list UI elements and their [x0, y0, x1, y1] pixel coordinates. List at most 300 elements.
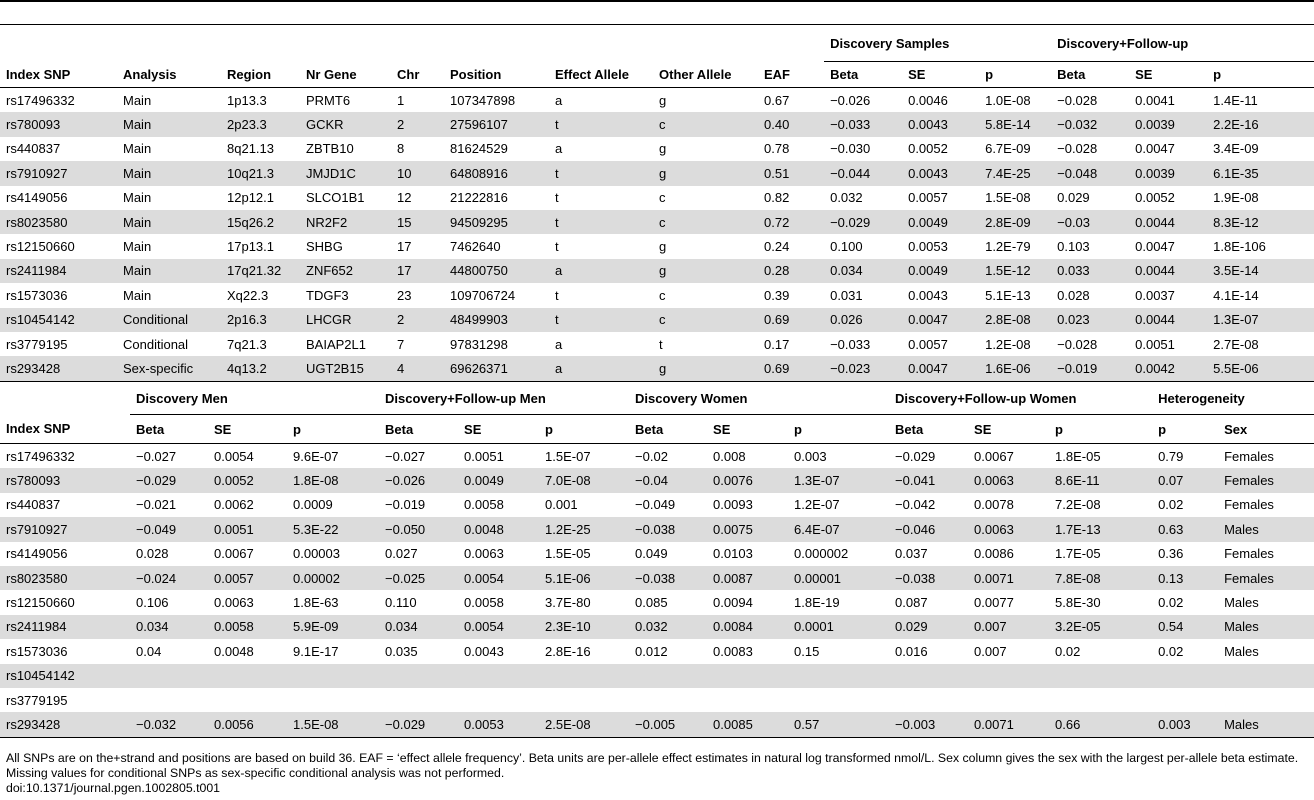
table-cell: 0.67: [764, 92, 790, 108]
table-cell: PRMT6: [306, 92, 351, 108]
table-row: [0, 468, 1314, 492]
table-cell: g: [659, 141, 667, 157]
table-row: [0, 112, 1314, 136]
column-header: p: [788, 415, 889, 444]
table-row: [0, 542, 1314, 566]
table-cell: t: [549, 112, 653, 136]
table-cell: 1.4E-11: [1213, 92, 1258, 108]
table-cell: 0.0042: [1129, 356, 1207, 381]
table-cell: 0.0058: [464, 595, 504, 611]
table-cell: 0.28: [758, 259, 824, 283]
table-cell: a: [555, 92, 563, 108]
table-row: [0, 664, 1314, 688]
table-cell: 0.032: [830, 190, 863, 206]
table-cell: 0.0052: [1135, 190, 1175, 206]
table-cell: −0.042: [895, 497, 936, 513]
table-cell: Main: [123, 239, 152, 255]
table-cell: rs7910927: [0, 161, 117, 185]
table-cell: rs8023580: [0, 566, 130, 590]
table-cell: 7q21.3: [227, 336, 267, 352]
table-cell: 0.0071: [968, 712, 1049, 737]
table-cell: 2: [391, 308, 444, 332]
table-cell: 0.085: [635, 595, 668, 611]
table-row: [0, 444, 1314, 469]
table-cell: 0.0052: [208, 468, 287, 492]
table-cell: 2.7E-08: [1213, 336, 1259, 352]
table-cell: 2.2E-16: [1207, 112, 1314, 136]
table-cell: 0.035: [385, 643, 418, 659]
table-cell: 10q21.3: [221, 161, 300, 185]
table-cell: [130, 688, 208, 712]
table-cell: 0.034: [379, 615, 458, 639]
table-body: [0, 444, 1314, 738]
table-cell: Main: [123, 287, 152, 303]
table-cell: rs8023580: [0, 210, 117, 234]
table-cell: Main: [123, 190, 152, 206]
table-cell: 12p12.1: [227, 190, 274, 206]
table-cell: 0.0049: [902, 210, 979, 234]
table-cell: 0.033: [1051, 259, 1129, 283]
table-row: [0, 590, 1314, 614]
table-cell: 3.7E-80: [545, 595, 591, 611]
table-cell: Main: [117, 161, 221, 185]
table-cell: 1.5E-05: [545, 546, 591, 562]
table-cell: 2: [391, 112, 444, 136]
table-cell: 8.6E-11: [1049, 468, 1152, 492]
table-cell: −0.038: [629, 517, 707, 541]
table-cell: [1049, 688, 1152, 712]
table-cell: rs1573036: [6, 643, 68, 659]
table-cell: rs2411984: [0, 615, 130, 639]
table-cell: rs3779195: [6, 692, 68, 708]
table-cell: 0.15: [794, 643, 820, 659]
table-row: [0, 615, 1314, 639]
table-cell: 7.0E-08: [539, 468, 629, 492]
table-cell: 0.110: [385, 595, 417, 611]
column-header: SE: [968, 415, 1049, 444]
table-cell: 4: [391, 356, 444, 381]
group-header-discovery-followup: Discovery+Follow-up: [1051, 25, 1314, 62]
table-cell: Sex-specific: [117, 356, 221, 381]
table-cell: 0.0077: [974, 595, 1014, 611]
table-cell: 0.57: [788, 712, 889, 737]
table-cell: t: [549, 161, 653, 185]
table-cell: 0.0063: [464, 546, 504, 562]
table-cell: SLCO1B1: [306, 190, 365, 206]
table-cell: −0.029: [379, 712, 458, 737]
table-cell: −0.019: [385, 497, 426, 513]
table-cell: 8q21.13: [227, 141, 274, 157]
table-cell: 0.028: [1057, 287, 1090, 303]
table-cell: 1.5E-08: [287, 712, 379, 737]
table-cell: 0.02: [1158, 595, 1184, 611]
table-cell: 0.087: [895, 595, 928, 611]
group-header-discovery-women: Discovery Women: [629, 382, 889, 415]
table-row: [0, 283, 1314, 307]
table-cell: t: [549, 210, 653, 234]
table-cell: Main: [117, 210, 221, 234]
table-cell: 0.0067: [974, 448, 1014, 464]
table-cell: 0.0051: [1135, 336, 1175, 352]
table-cell: 0.24: [764, 239, 790, 255]
table-cell: 81624529: [450, 141, 508, 157]
table-cell: g: [653, 356, 758, 381]
table-cell: [629, 688, 707, 712]
table-cell: 0.0057: [908, 336, 948, 352]
table-cell: 0.07: [1152, 468, 1218, 492]
column-header: p: [979, 62, 1051, 88]
table-cell: 1.2E-08: [985, 336, 1031, 352]
table-cell: −0.03: [1051, 210, 1129, 234]
table-cell: g: [659, 239, 667, 255]
column-header: p: [287, 415, 379, 444]
table-cell: −0.033: [824, 112, 902, 136]
table-cell: a: [549, 356, 653, 381]
table-cell: 1.8E-05: [1055, 448, 1101, 464]
table-cell: 0.028: [136, 546, 169, 562]
table-cell: 0.0049: [902, 259, 979, 283]
table-cell: SHBG: [306, 239, 343, 255]
table-cell: 0.0076: [707, 468, 788, 492]
table-cell: 0.0039: [1129, 112, 1207, 136]
column-header: Position: [444, 62, 549, 88]
column-header: SE: [458, 415, 539, 444]
table-cell: 0.0043: [464, 643, 504, 659]
column-header: Index SNP: [0, 62, 117, 88]
table-cell: −0.028: [1057, 92, 1098, 108]
group-header-discovery-men: Discovery Men: [130, 382, 379, 415]
table-cell: rs293428: [0, 712, 130, 737]
column-header: Region: [221, 62, 300, 88]
table-cell: 0.0071: [968, 566, 1049, 590]
table-cell: Males: [1218, 615, 1314, 639]
table-cell: 0.0094: [713, 595, 753, 611]
table-cell: 1.8E-106: [1213, 239, 1266, 255]
table-cell: Females: [1218, 468, 1314, 492]
table-cell: 0.0062: [214, 497, 254, 513]
table-cell: 0.04: [136, 643, 162, 659]
table-cell: 0.00003: [293, 546, 340, 562]
table-cell: 0.0051: [464, 448, 504, 464]
table-cell: 2p16.3: [221, 308, 300, 332]
table-cell: −0.029: [895, 448, 936, 464]
table-cell: Main: [117, 112, 221, 136]
table-cell: 0.39: [764, 287, 790, 303]
table-cell: 94509295: [444, 210, 549, 234]
table-row: [0, 137, 1314, 161]
table-cell: 0.0056: [208, 712, 287, 737]
table-row: [0, 712, 1314, 737]
table-cell: [539, 664, 629, 688]
table-cell: 0.0043: [902, 112, 979, 136]
table-cell: 0.007: [968, 615, 1049, 639]
table-cell: LHCGR: [300, 308, 391, 332]
table-cell: 0.003: [794, 448, 827, 464]
column-header: EAF: [758, 62, 824, 88]
table-row: [0, 332, 1314, 356]
table-cell: −0.024: [130, 566, 208, 590]
column-header: Beta: [1051, 62, 1129, 88]
table-body: [0, 88, 1314, 382]
table-cell: a: [555, 336, 563, 352]
table-cell: 5.8E-14: [979, 112, 1051, 136]
table-cell: 0.0047: [1135, 141, 1175, 157]
table-cell: 0.0049: [458, 468, 539, 492]
table-cell: 17p13.1: [227, 239, 274, 255]
table-cell: t: [555, 190, 559, 206]
column-header: Effect Allele: [549, 62, 653, 88]
table-cell: −0.048: [1051, 161, 1129, 185]
table-cell: 1.3E-07: [788, 468, 889, 492]
table-cell: 0.0058: [464, 497, 504, 513]
table-cell: 23: [397, 287, 412, 303]
table-cell: −0.028: [1057, 141, 1098, 157]
table-cell: t: [555, 287, 559, 303]
table-cell: −0.026: [830, 92, 871, 108]
table-cell: 0.023: [1051, 308, 1129, 332]
table-cell: c: [653, 210, 758, 234]
table-cell: 27596107: [444, 112, 549, 136]
table-cell: 1.5E-07: [545, 448, 591, 464]
table-cell: 1.8E-63: [293, 595, 339, 611]
table-cell: 0.17: [764, 336, 790, 352]
table-cell: 0.003: [1152, 712, 1218, 737]
table-cell: rs440837: [6, 141, 61, 157]
table-row: [0, 566, 1314, 590]
results-table-main: [0, 24, 1314, 382]
table-cell: 3.4E-09: [1213, 141, 1259, 157]
table-cell: rs12150660: [6, 595, 75, 611]
table-cell: 1.3E-07: [1207, 308, 1314, 332]
table-cell: Males: [1218, 712, 1314, 737]
table-cell: 0.0063: [968, 517, 1049, 541]
table-cell: 2.5E-08: [539, 712, 629, 737]
table-cell: −0.027: [385, 448, 426, 464]
table-cell: 0.103: [1057, 239, 1090, 255]
column-header-row: [0, 415, 1314, 444]
table-cell: −0.038: [629, 566, 707, 590]
table-cell: [629, 664, 707, 688]
table-cell: [379, 688, 458, 712]
table-cell: 15q26.2: [221, 210, 300, 234]
table-cell: −0.021: [136, 497, 177, 513]
table-cell: 0.0051: [208, 517, 287, 541]
table-cell: g: [653, 161, 758, 185]
table-cell: 0.13: [1152, 566, 1218, 590]
table-cell: Xq22.3: [227, 287, 269, 303]
column-header: Nr Gene: [300, 62, 391, 88]
table-cell: 2.8E-09: [979, 210, 1051, 234]
column-header-row: [0, 62, 1314, 88]
table-cell: 0.0039: [1129, 161, 1207, 185]
table-cell: 0.0086: [974, 546, 1014, 562]
table-footnote: [6, 751, 1312, 796]
table-cell: 0.0084: [707, 615, 788, 639]
table-cell: 1.8E-19: [794, 595, 840, 611]
table-cell: −0.049: [635, 497, 676, 513]
table-cell: rs780093: [0, 112, 117, 136]
table-cell: 0.031: [830, 287, 863, 303]
table-cell: 0.63: [1152, 517, 1218, 541]
table-cell: c: [653, 308, 758, 332]
table-cell: Conditional: [123, 336, 189, 352]
table-cell: 5.3E-22: [287, 517, 379, 541]
table-cell: rs780093: [0, 468, 130, 492]
table-cell: 0.029: [1057, 190, 1090, 206]
table-cell: [788, 664, 889, 688]
table-cell: 0.0046: [908, 92, 948, 108]
table-cell: 0.0063: [968, 468, 1049, 492]
header-spacer: [0, 25, 824, 62]
table-cell: 5.8E-30: [1055, 595, 1101, 611]
table-cell: 48499903: [444, 308, 549, 332]
header-spacer: [0, 382, 130, 415]
table-cell: 0.016: [895, 643, 928, 659]
table-row: [0, 688, 1314, 712]
table-cell: NR2F2: [300, 210, 391, 234]
table-cell: rs4149056: [6, 546, 68, 562]
table-cell: BAIAP2L1: [306, 336, 366, 352]
table-cell: [539, 688, 629, 712]
table-cell: −0.049: [130, 517, 208, 541]
table-cell: [788, 688, 889, 712]
table-cell: g: [659, 92, 667, 108]
table-cell: −0.003: [889, 712, 968, 737]
group-header-heterogeneity: Heterogeneity: [1152, 382, 1314, 415]
table-cell: 0.69: [758, 356, 824, 381]
column-header: p: [1152, 415, 1218, 444]
table-cell: 0.78: [764, 141, 790, 157]
table-cell: rs17496332: [6, 92, 75, 108]
table-cell: 0.0048: [214, 643, 254, 659]
table-cell: 0.79: [1158, 448, 1184, 464]
table-cell: 0.037: [895, 546, 928, 562]
table-cell: rs1573036: [6, 287, 68, 303]
table-cell: [287, 688, 379, 712]
table-cell: 1.5E-08: [985, 190, 1031, 206]
table-cell: −0.028: [1057, 336, 1098, 352]
table-cell: ZBTB10: [306, 141, 354, 157]
table-cell: −0.032: [1051, 112, 1129, 136]
group-header-df-men: Discovery+Follow-up Men: [379, 382, 629, 415]
table-cell: 64808916: [444, 161, 549, 185]
table-cell: 0.0041: [1135, 92, 1175, 108]
table-row: [0, 356, 1314, 381]
table-cell: 0.029: [889, 615, 968, 639]
table-cell: 0.66: [1049, 712, 1152, 737]
table-cell: 3.5E-14: [1207, 259, 1314, 283]
table-cell: 0.0047: [1135, 239, 1175, 255]
table-cell: 44800750: [444, 259, 549, 283]
table-cell: g: [653, 259, 758, 283]
table-cell: [1218, 664, 1314, 688]
table-cell: 0.02: [1055, 643, 1081, 659]
column-header: Chr: [391, 62, 444, 88]
table-cell: 0.001: [545, 497, 578, 513]
table-cell: 0.0078: [974, 497, 1014, 513]
doi: doi:10.1371/journal.pgen.1002805.t001: [6, 781, 221, 795]
table-cell: 0.0057: [908, 190, 948, 206]
top-rule: [0, 0, 1314, 2]
table-cell: 10: [391, 161, 444, 185]
table-cell: GCKR: [300, 112, 391, 136]
table-cell: 0.0052: [908, 141, 948, 157]
table-cell: 109706724: [450, 287, 516, 303]
table-cell: 9.6E-07: [293, 448, 339, 464]
table-cell: −0.046: [889, 517, 968, 541]
table-cell: 6.1E-35: [1207, 161, 1314, 185]
table-cell: −0.02: [635, 448, 668, 464]
table-cell: rs10454142: [0, 664, 130, 688]
table-cell: 1.8E-08: [287, 468, 379, 492]
table-cell: −0.026: [379, 468, 458, 492]
table-cell: 7: [397, 336, 405, 352]
table-cell: rs4149056: [6, 190, 68, 206]
table-cell: 0.007: [974, 643, 1007, 659]
table-cell: 1.5E-12: [979, 259, 1051, 283]
table-cell: 0.82: [764, 190, 790, 206]
table-cell: [287, 664, 379, 688]
table-cell: [707, 664, 788, 688]
column-header: p: [1207, 62, 1314, 88]
table-cell: 0.0053: [908, 239, 948, 255]
table-row: [0, 186, 1314, 210]
table-cell: 8: [397, 141, 405, 157]
table-cell: 0.026: [824, 308, 902, 332]
table-cell: 0.100: [830, 239, 863, 255]
table-cell: 1.2E-25: [539, 517, 629, 541]
table-cell: t: [549, 308, 653, 332]
table-cell: [379, 664, 458, 688]
table-cell: Conditional: [117, 308, 221, 332]
table-row: [0, 639, 1314, 663]
table-cell: 0.02: [1158, 643, 1184, 659]
table-cell: 0.0085: [707, 712, 788, 737]
table-row: [0, 259, 1314, 283]
table-cell: 2.3E-10: [539, 615, 629, 639]
column-header: Beta: [130, 415, 208, 444]
table-cell: c: [653, 112, 758, 136]
table-cell: 0.0043: [908, 287, 948, 303]
table-cell: −0.029: [130, 468, 208, 492]
table-cell: 0.54: [1152, 615, 1218, 639]
table-cell: 1: [397, 92, 405, 108]
table-cell: 1.7E-05: [1055, 546, 1101, 562]
table-cell: 1p13.3: [227, 92, 267, 108]
table-cell: 0.72: [758, 210, 824, 234]
table-cell: 0.0037: [1135, 287, 1175, 303]
table-cell: Females: [1218, 566, 1314, 590]
table-cell: 0.0043: [902, 161, 979, 185]
table-cell: Males: [1224, 595, 1259, 611]
table-cell: 17q21.32: [221, 259, 300, 283]
table-cell: 0.0093: [713, 497, 753, 513]
table-cell: 0.0054: [458, 615, 539, 639]
table-row: [0, 88, 1314, 113]
table-cell: JMJD1C: [300, 161, 391, 185]
table-cell: 21222816: [450, 190, 508, 206]
column-header: SE: [208, 415, 287, 444]
table-cell: 6.4E-07: [788, 517, 889, 541]
column-header: Analysis: [117, 62, 221, 88]
table-cell: a: [555, 141, 563, 157]
table-cell: 0.0075: [707, 517, 788, 541]
table-cell: −0.032: [130, 712, 208, 737]
table-cell: 17: [391, 259, 444, 283]
table-cell: rs3779195: [6, 336, 68, 352]
table-cell: Main: [123, 141, 152, 157]
table-cell: 0.049: [635, 546, 668, 562]
